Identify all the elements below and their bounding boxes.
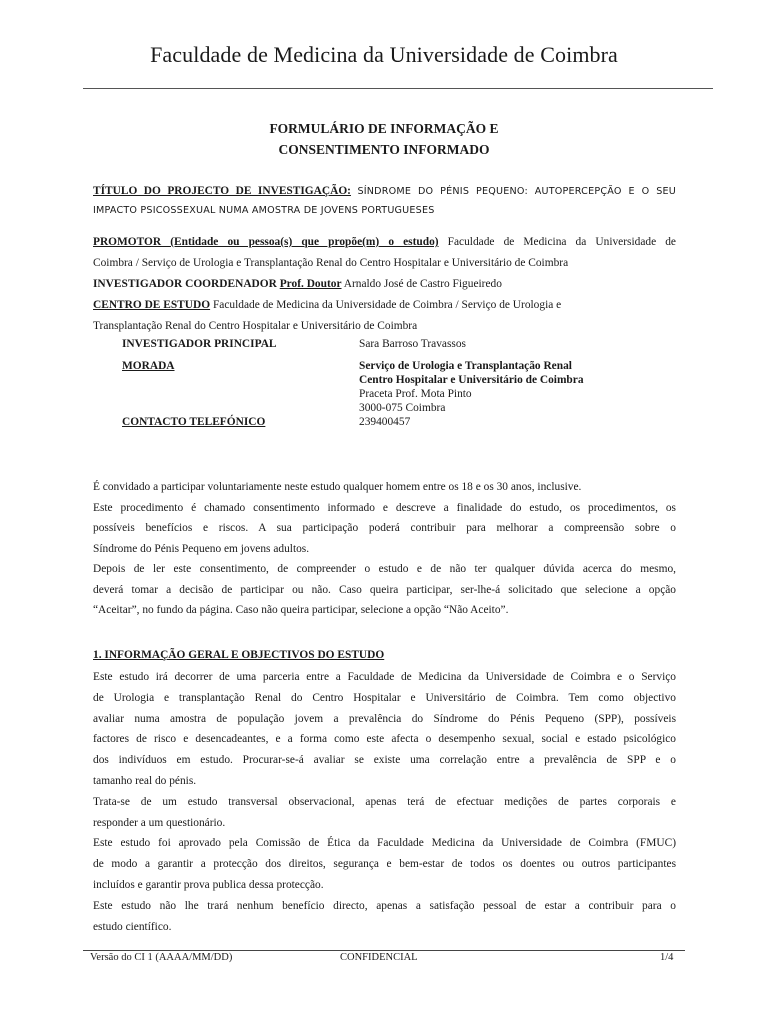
section1-line: dos indivíduos em estudo. Procurar-se-á avaliar se existe uma correlação entre a prevalência de SPP e o [93, 754, 676, 767]
section1-line: incluídos e garantir prova publica dessa protecção. [93, 878, 324, 891]
address-line2: Centro Hospitalar e Universitário de Coimbra [359, 374, 584, 386]
promotor-line2: Coimbra / Serviço de Urologia e Transplantação Renal do Centro Hospitalar e Universitário de Coimbra [93, 257, 569, 269]
phone-number: 239400457 [359, 416, 411, 428]
address-line3: Praceta Prof. Mota Pinto [359, 388, 472, 400]
address-label: MORADA [122, 360, 175, 372]
coordinator-label: INVESTIGADOR COORDENADOR [93, 278, 277, 290]
section1-heading-row [93, 645, 676, 666]
promotor-text1: Faculdade de Medicina da Universidade de [438, 236, 676, 248]
intro-line: Síndrome do Pénis Pequeno em jovens adultos. [93, 542, 310, 555]
intro-line: deverá tomar a decisão de participar ou não. Caso queira participar, ser-lhe-á solicitado que selecione a opção [93, 583, 676, 596]
section1-line: responder a um questionário. [93, 816, 226, 829]
footer-confidential: CONFIDENCIAL [340, 952, 418, 963]
coordinator-title: Prof. Doutor [279, 278, 342, 290]
address-line1: Serviço de Urologia e Transplantação Renal [359, 360, 572, 372]
footer-version: Versão do CI 1 (AAAA/MM/DD) [90, 952, 233, 963]
coordinator-line [93, 274, 676, 295]
intro-line: Este procedimento é chamado consentimento informado e descreve a finalidade do estudo, os procedimentos, os [93, 501, 676, 514]
project-title-line2 [93, 201, 676, 220]
project-title-label: TÍTULO DO PROJECTO DE INVESTIGAÇÃO: [93, 185, 351, 197]
intro-line: possíveis benefícios e riscos. A sua participação poderá contribuir para melhorar a compreensão sobre o [93, 522, 676, 534]
form-title-line2: CONSENTIMENTO INFORMADO [278, 142, 490, 157]
section1-line: avaliar numa amostra de população jovem a prevalência do Síndrome do Pénis Pequeno (SPP), possíveis [93, 712, 676, 725]
study-center-text1: Faculdade de Medicina da Universidade de Coimbra / Serviço de Urologia e [210, 299, 562, 311]
header-divider [83, 88, 713, 89]
study-center-line2: Transplantação Renal do Centro Hospitalar e Universitário de Coimbra [93, 320, 418, 332]
pi-name: Sara Barroso Travassos [359, 338, 466, 350]
section1-line: de modo a garantir a protecção dos direitos, segurança e bem-estar de todos os doentes ou outros participantes [93, 858, 676, 871]
promotor-label: PROMOTOR (Entidade ou pessoa(s) que propõe(m) o estudo) [93, 236, 439, 248]
study-center-line1 [93, 295, 676, 316]
section1-line: Este estudo não lhe trará nenhum benefício directo, apenas a satisfação pessoal de estar a contribuir para o [93, 899, 676, 912]
section1-heading-wrap [93, 645, 676, 666]
faculty-header: Faculdade de Medicina da Universidade de Coimbra [150, 42, 618, 67]
section1-line: factores de risco e desencadeantes, e a forma como este afecta o desempenho sexual, social e estado psicológico [93, 733, 676, 746]
project-title-line1 [93, 182, 676, 201]
section1-line: Este estudo irá decorrer de uma parceria entre a Faculdade de Medicina da Universidade de Coimbra e o Serviço [93, 671, 676, 683]
phone-label: CONTACTO TELEFÓNICO [122, 416, 266, 428]
address-line4: 3000-075 Coimbra [359, 402, 446, 414]
section1-line: tamanho real do pénis. [93, 774, 197, 787]
intro-paragraph [93, 477, 676, 621]
project-title-text1: SÍNDROME DO PÉNIS PEQUENO: AUTOPERCEPÇÃO E O SEU [357, 186, 676, 197]
intro-line: Depois de ler este consentimento, de compreender o estudo e de não ter qualquer dúvida acerca do mesmo, [93, 563, 676, 575]
section1-body [93, 667, 676, 937]
section1-line: estudo científico. [93, 920, 172, 933]
section1-line: Este estudo foi aprovado pela Comissão de Ética da Faculdade Medicina da Universidade de Coimbra (FMUC) [93, 837, 676, 850]
coordinator-name: Arnaldo José de Castro Figueiredo [341, 278, 502, 290]
footer-divider [83, 950, 685, 951]
study-center-label: CENTRO DE ESTUDO [93, 299, 211, 311]
promotor-line1 [93, 232, 676, 253]
project-title-text2: IMPACTO PSICOSSEXUAL NUMA AMOSTRA DE JOVENS PORTUGUESES [93, 205, 435, 216]
section1-line: de Urologia e transplantação Renal do Centro Hospitalar e Universitário de Coimbra. Tem como objectivo [93, 691, 676, 704]
promotor-block [93, 232, 676, 337]
intro-line: “Aceitar”, no fundo da página. Caso não queira participar, selecione a opção “Não Aceito”. [93, 604, 509, 616]
intro-line: É convidado a participar voluntariamente neste estudo qualquer homem entre os 18 e os 30 anos, inclusive. [93, 481, 582, 493]
section1-line: Trata-se de um estudo transversal observacional, apenas terá de efectuar medições de partes corporais e [93, 795, 676, 808]
form-title-line1: FORMULÁRIO DE INFORMAÇÃO E [269, 121, 499, 136]
footer-page-number: 1/4 [660, 952, 674, 963]
pi-label: INVESTIGADOR PRINCIPAL [122, 338, 277, 350]
section1-heading: 1. INFORMAÇÃO GERAL E OBJECTIVOS DO ESTUDO [93, 649, 385, 661]
project-title-block [93, 182, 676, 220]
